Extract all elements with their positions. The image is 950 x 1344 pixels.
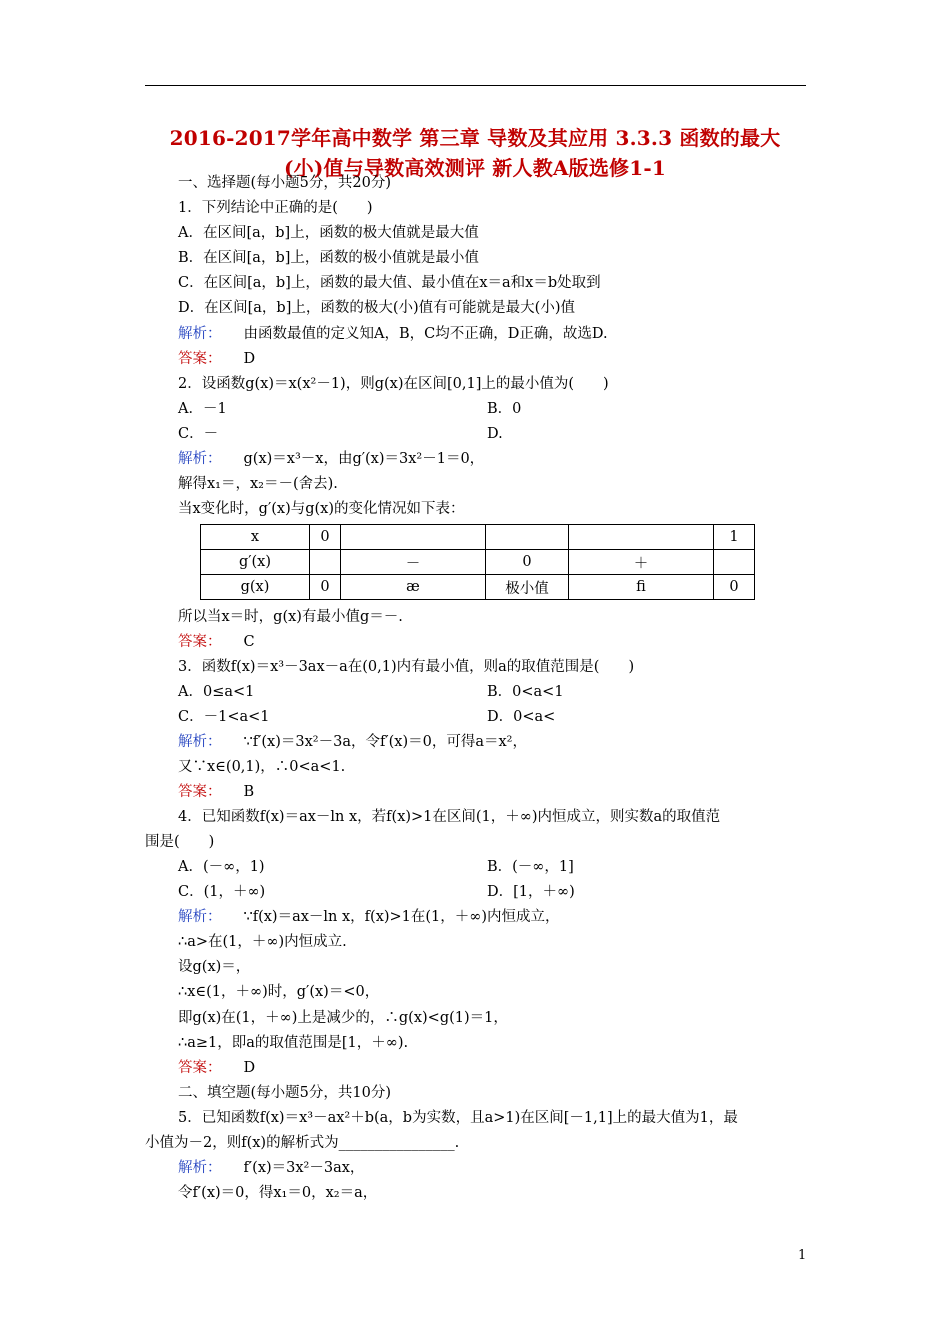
q4-option-c: C．(1，＋∞) bbox=[178, 884, 266, 900]
q3-option-b: B．0<a<1 bbox=[487, 684, 564, 700]
table-cell: 0 bbox=[310, 525, 341, 550]
q3-option-c: C．－1<a<1 bbox=[178, 709, 270, 725]
answer-label: 答案： bbox=[178, 634, 222, 650]
table-cell: 1 bbox=[714, 525, 755, 550]
q5-analysis-line-2: 令f′(x)＝0，得x₁＝0，x₂＝a， bbox=[178, 1185, 378, 1201]
q5-analysis-text: f′(x)＝3x²－3ax， bbox=[243, 1160, 365, 1176]
analysis-label: 解析： bbox=[178, 451, 222, 467]
section-heading-fill: 二、填空题(每小题5分，共10分) bbox=[178, 1085, 391, 1101]
q4-analysis-line-4: ∴x∈(1，＋∞)时，g′(x)＝<0， bbox=[178, 984, 380, 1000]
q1-option-c: C．在区间[a，b]上，函数的最大值、最小值在x＝a和x＝b处取到 bbox=[178, 275, 601, 291]
q2-option-b: B．0 bbox=[487, 401, 522, 417]
q2-analysis bbox=[178, 449, 484, 469]
table-cell: x bbox=[201, 525, 310, 550]
table-cell bbox=[486, 525, 569, 550]
q3-answer-value: B bbox=[243, 784, 255, 800]
q5-analysis bbox=[178, 1158, 364, 1178]
q2-analysis-line-2: 解得x₁＝，x₂＝－(舍去). bbox=[178, 476, 338, 492]
table-row bbox=[201, 575, 755, 600]
q1-answer-value: D bbox=[243, 351, 256, 367]
q1-analysis-text: 由函数最值的定义知A，B，C均不正确，D正确，故选D. bbox=[243, 326, 608, 342]
q1-analysis bbox=[178, 324, 608, 344]
table-cell: 0 bbox=[714, 575, 755, 600]
section-heading-choice: 一、选择题(每小题5分，共20分) bbox=[178, 175, 391, 191]
q2-option-a: A．－1 bbox=[178, 401, 227, 417]
analysis-label: 解析： bbox=[178, 1160, 222, 1176]
answer-label: 答案： bbox=[178, 351, 222, 367]
q2-stem: 2．设函数g(x)＝x(x²－1)，则g(x)在区间[0,1]上的最小值为( ) bbox=[178, 376, 609, 392]
q1-option-d: D．在区间[a，b]上，函数的极大(小)值有可能就是最大(小)值 bbox=[178, 300, 575, 316]
q2-option-c: C．－ bbox=[178, 426, 219, 442]
table-cell bbox=[569, 525, 714, 550]
table-row bbox=[201, 550, 755, 575]
analysis-label: 解析： bbox=[178, 734, 222, 750]
q4-option-d: D．[1，＋∞) bbox=[487, 884, 575, 900]
q1-answer bbox=[178, 349, 255, 369]
q4-answer-value: D bbox=[243, 1060, 256, 1076]
q4-stem-line-2: 围是( ) bbox=[145, 834, 215, 850]
page-number: 1 bbox=[798, 1248, 807, 1263]
q5-stem-line-2: 小值为－2，则f(x)的解析式为________________. bbox=[145, 1135, 460, 1151]
table-cell: g(x) bbox=[201, 575, 310, 600]
q2-analysis-line-3: 当x变化时，g′(x)与g(x)的变化情况如下表： bbox=[178, 501, 465, 517]
q4-analysis-line-6: ∴a≥1，即a的取值范围是[1，＋∞). bbox=[178, 1035, 409, 1051]
q3-option-a: A．0≤a<1 bbox=[178, 684, 255, 700]
title-line-2: (小)值与导数高效测评 新人教A版选修1-1 bbox=[284, 156, 666, 180]
q1-option-a: A．在区间[a，b]上，函数的极大值就是最大值 bbox=[178, 225, 479, 241]
table-cell: ＋ bbox=[569, 550, 714, 575]
analysis-label: 解析： bbox=[178, 326, 222, 342]
q4-analysis-line-2: ∴a>在(1，＋∞)内恒成立. bbox=[178, 934, 347, 950]
q2-analysis-line-4: 所以当x＝时，g(x)有最小值g＝－. bbox=[178, 609, 403, 625]
q3-analysis-text: ∵f′(x)＝3x²－3a，令f′(x)＝0，可得a＝x²， bbox=[243, 734, 527, 750]
table-cell: ﬁ bbox=[569, 575, 714, 600]
q1-option-b: B．在区间[a，b]上，函数的极小值就是最小值 bbox=[178, 250, 479, 266]
q3-answer bbox=[178, 782, 254, 802]
title-line-1: 2016-2017学年高中数学 第三章 导数及其应用 3.3.3 函数的最大 bbox=[169, 126, 781, 150]
table-row bbox=[201, 525, 755, 550]
q4-option-a: A．(－∞，1) bbox=[178, 859, 265, 875]
q3-analysis-line-2: 又∵x∈(0,1)，∴0<a<1. bbox=[178, 759, 346, 775]
q3-option-d: D．0<a< bbox=[487, 709, 556, 725]
variation-table bbox=[200, 524, 755, 600]
q4-analysis-line-3: 设g(x)＝， bbox=[178, 959, 251, 975]
q2-answer-value: C bbox=[243, 634, 255, 650]
q2-analysis-text: g(x)＝x³－x，由g′(x)＝3x²－1＝0， bbox=[243, 451, 485, 467]
q4-option-b: B．(－∞，1] bbox=[487, 859, 574, 875]
table-cell: － bbox=[341, 550, 486, 575]
q5-stem-line-1: 5．已知函数f(x)＝x³－ax²＋b(a，b为实数，且a>1)在区间[－1,1]上的最大值为1，最 bbox=[178, 1110, 738, 1126]
q4-answer bbox=[178, 1058, 255, 1078]
q2-option-d: D. bbox=[487, 426, 503, 442]
table-cell bbox=[341, 525, 486, 550]
table-cell bbox=[310, 550, 341, 575]
q2-answer bbox=[178, 632, 255, 652]
q4-stem-line-1: 4．已知函数f(x)＝ax－ln x，若f(x)>1在区间(1，＋∞)内恒成立，则实数a的取值范 bbox=[178, 809, 721, 825]
table-cell: 0 bbox=[486, 550, 569, 575]
q4-analysis bbox=[178, 907, 560, 927]
q4-analysis-line-5: 即g(x)在(1，＋∞)上是减少的，∴g(x)<g(1)＝1， bbox=[178, 1010, 508, 1026]
table-cell: 极小值 bbox=[486, 575, 569, 600]
analysis-label: 解析： bbox=[178, 909, 222, 925]
q3-analysis bbox=[178, 732, 527, 752]
table-cell: g′(x) bbox=[201, 550, 310, 575]
answer-label: 答案： bbox=[178, 1060, 222, 1076]
q1-stem: 1．下列结论中正确的是( ) bbox=[178, 200, 373, 216]
table-cell: æ bbox=[341, 575, 486, 600]
table-cell: 0 bbox=[310, 575, 341, 600]
header-rule bbox=[145, 85, 806, 86]
q3-stem: 3．函数f(x)＝x³－3ax－a在(0,1)内有最小值，则a的取值范围是( ) bbox=[178, 659, 635, 675]
answer-label: 答案： bbox=[178, 784, 222, 800]
table-cell bbox=[714, 550, 755, 575]
q4-analysis-text: ∵f(x)＝ax－ln x，f(x)>1在(1，＋∞)内恒成立， bbox=[243, 909, 560, 925]
